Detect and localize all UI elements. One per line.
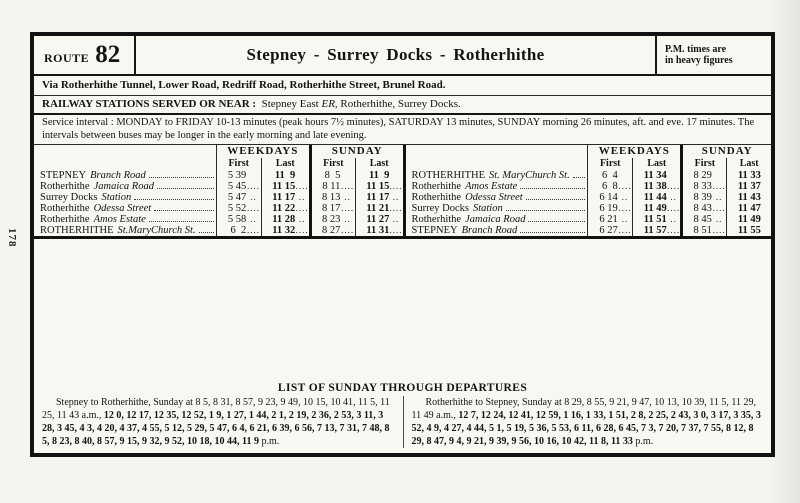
continuation-dots: .. bbox=[621, 214, 629, 224]
departures-rotherhithe-to-stepney bbox=[403, 396, 772, 448]
table-row bbox=[34, 203, 403, 214]
weekday-last-time: 11 49 bbox=[633, 203, 667, 214]
station-cell bbox=[34, 203, 216, 214]
dotted-leader bbox=[526, 199, 585, 200]
sunday-first-time: 8 39 bbox=[682, 192, 712, 203]
station-place: Rotherhithe bbox=[40, 214, 90, 225]
station-place: Rotherhithe bbox=[411, 192, 462, 203]
railway-label: RAILWAY STATIONS SERVED OR NEAR : bbox=[42, 98, 257, 110]
continuation-dots: .... bbox=[341, 225, 355, 235]
pm-note bbox=[655, 36, 771, 74]
pm-note-line2: in heavy figures bbox=[665, 55, 733, 66]
station-place: Rotherhithe bbox=[411, 214, 462, 225]
page-title: Stepney - Surrey Docks - Rotherhithe bbox=[246, 45, 545, 64]
sunday-first-time: 8 27 bbox=[310, 225, 340, 236]
continuation-dots: .. bbox=[344, 192, 351, 202]
station-cell bbox=[406, 170, 588, 181]
dotted-leader bbox=[149, 221, 214, 222]
station-street: Odessa Street bbox=[465, 192, 523, 203]
table-row bbox=[406, 225, 772, 236]
dotted-leader bbox=[573, 177, 586, 178]
timetable-return bbox=[403, 145, 772, 236]
station-cell bbox=[34, 170, 216, 181]
continuation-dots bbox=[340, 170, 355, 181]
sunday-first-time: 8 17 bbox=[310, 203, 340, 214]
via-line: Via Rotherhithe Tunnel, Lower Road, Redriff Road, Rotherhithe Street, Brunel Road. bbox=[34, 76, 771, 96]
table-row bbox=[406, 181, 772, 192]
weekday-first-time: 6 21 bbox=[588, 214, 618, 225]
weekday-first-time: 5 52 bbox=[216, 203, 246, 214]
sunday-first-time: 8 29 bbox=[682, 170, 712, 181]
sunday-departures-columns bbox=[34, 396, 771, 448]
departures-pm-label: p.m. bbox=[261, 436, 280, 447]
station-cell bbox=[406, 181, 588, 192]
continuation-dots: .. bbox=[670, 214, 677, 224]
station-place: ROTHERHITHE bbox=[411, 170, 485, 181]
table-row bbox=[34, 225, 403, 236]
weekday-first-time: 6 14 bbox=[588, 192, 618, 203]
station-street: Odessa Street bbox=[93, 203, 152, 214]
departures-stepney-to-rotherhithe bbox=[34, 396, 403, 448]
station-cell bbox=[406, 214, 588, 225]
station-cell bbox=[34, 181, 216, 192]
route-label: ROUTE bbox=[44, 51, 90, 65]
station-street: Amos Estate bbox=[93, 214, 146, 225]
departures-pm-times: 12 7, 12 24, 12 41, 12 59, 1 16, 1 33, 1 51, 2 8, 2 25, 2 43, 3 0, 3 17, 3 35, 3 52, 4 9, 4 27, 4 44, 5 1, 5 19, 5 36, 5 53, 6 11, 6 28, 6 45, 7 3, 7 20, 7 37, 7 55, 8 12, 8 29, 8 47, 9 4, 9 21, 9 39, 9 56, 10 16, 10 42, 11 8, 11 33 bbox=[411, 410, 761, 447]
continuation-dots: .... bbox=[389, 181, 403, 191]
dotted-leader bbox=[520, 188, 585, 189]
weekday-last-time: 11 22 bbox=[261, 203, 295, 214]
station-cell bbox=[34, 214, 216, 225]
station-place: Surrey Docks bbox=[411, 203, 469, 214]
station-street: Amos Estate bbox=[465, 181, 518, 192]
table-row bbox=[34, 170, 403, 181]
spacer-cell bbox=[34, 145, 216, 158]
continuation-dots: .... bbox=[295, 181, 309, 191]
sunday-header: SUNDAY bbox=[310, 145, 402, 158]
station-place: Surrey Docks bbox=[40, 192, 98, 203]
weekday-first-time: 5 45 bbox=[216, 181, 246, 192]
sunday-first-time: 8 33 bbox=[682, 181, 712, 192]
dotted-leader bbox=[199, 232, 214, 233]
table-row bbox=[34, 214, 403, 225]
station-place: Rotherhithe bbox=[40, 203, 90, 214]
timetable-outbound bbox=[34, 145, 403, 236]
weekday-first-time: 6 8 bbox=[588, 181, 618, 192]
continuation-dots bbox=[761, 214, 771, 225]
station-street: Station bbox=[472, 203, 503, 214]
continuation-dots: .... bbox=[246, 225, 260, 235]
sunday-last-time: 11 55 bbox=[727, 225, 761, 236]
station-place: STEPNEY bbox=[40, 170, 87, 181]
first-header: First bbox=[588, 158, 633, 170]
continuation-dots bbox=[761, 170, 771, 181]
station-street: Jamaica Road bbox=[465, 214, 526, 225]
weekday-last-time: 11 28 bbox=[261, 214, 295, 225]
continuation-dots bbox=[295, 170, 310, 181]
continuation-dots bbox=[761, 225, 771, 236]
station-street: Station bbox=[101, 192, 132, 203]
last-header: Last bbox=[633, 158, 682, 170]
departures-pm-label: p.m. bbox=[635, 436, 654, 447]
continuation-dots: .. bbox=[392, 192, 400, 202]
spacer-cell bbox=[34, 158, 216, 170]
sunday-last-time: 11 43 bbox=[727, 192, 761, 203]
sunday-first-time: 8 23 bbox=[310, 214, 340, 225]
continuation-dots: .... bbox=[667, 203, 681, 213]
continuation-dots: .... bbox=[341, 203, 355, 213]
station-cell bbox=[34, 225, 216, 236]
route-cell bbox=[34, 36, 136, 74]
continuation-dots: .... bbox=[246, 181, 260, 191]
sunday-last-time: 11 47 bbox=[727, 203, 761, 214]
station-cell bbox=[34, 192, 216, 203]
table-row bbox=[406, 214, 772, 225]
continuation-dots: .... bbox=[712, 203, 726, 213]
weekday-first-time: 6 4 bbox=[588, 170, 618, 181]
last-header: Last bbox=[261, 158, 310, 170]
dotted-leader bbox=[157, 188, 214, 189]
sunday-header: SUNDAY bbox=[682, 145, 771, 158]
sunday-departures-section bbox=[34, 382, 771, 453]
title-cell bbox=[136, 36, 655, 74]
continuation-dots: .... bbox=[667, 181, 681, 191]
weekday-last-time: 11 32 bbox=[261, 225, 295, 236]
weekday-last-time: 11 15 bbox=[261, 181, 295, 192]
departures-intro: Stepney to Rotherhithe, Sunday at bbox=[56, 397, 196, 408]
sunday-departures-title: LIST OF SUNDAY THROUGH DEPARTURES bbox=[277, 382, 528, 394]
continuation-dots: .. bbox=[670, 192, 677, 202]
continuation-dots: .... bbox=[389, 225, 403, 235]
route-header bbox=[34, 36, 771, 76]
continuation-dots bbox=[246, 170, 261, 181]
weekday-first-time: 6 2 bbox=[216, 225, 246, 236]
dotted-leader bbox=[520, 232, 585, 233]
station-cell bbox=[406, 192, 588, 203]
continuation-dots: .... bbox=[618, 225, 632, 235]
dotted-leader bbox=[154, 210, 213, 211]
sunday-last-time: 11 33 bbox=[727, 170, 761, 181]
weekday-last-time: 11 17 bbox=[261, 192, 295, 203]
continuation-dots: .... bbox=[389, 203, 403, 213]
dotted-leader bbox=[506, 210, 585, 211]
table-row bbox=[406, 203, 772, 214]
pm-note-line1: P.M. times are bbox=[665, 44, 727, 55]
station-street: St.MaryChurch St. bbox=[117, 225, 196, 236]
weekday-last-time: 11 9 bbox=[261, 170, 295, 181]
sunday-first-time: 8 13 bbox=[310, 192, 340, 203]
sunday-last-time: 11 15 bbox=[355, 181, 389, 192]
weekday-last-time: 11 51 bbox=[633, 214, 667, 225]
continuation-dots: .. bbox=[298, 192, 306, 202]
first-header: First bbox=[310, 158, 355, 170]
station-cell bbox=[406, 203, 588, 214]
continuation-dots: .. bbox=[715, 192, 723, 202]
continuation-dots: .... bbox=[618, 203, 632, 213]
weekday-last-time: 11 34 bbox=[633, 170, 667, 181]
continuation-dots: .. bbox=[250, 214, 257, 224]
weekday-first-time: 6 27 bbox=[588, 225, 618, 236]
continuation-dots bbox=[761, 203, 771, 214]
spacer-cell bbox=[406, 158, 588, 170]
railway-stations: Stepney East bbox=[261, 98, 319, 110]
station-place: ROTHERHITHE bbox=[40, 225, 114, 236]
continuation-dots: .. bbox=[250, 192, 257, 202]
weekdays-header: WEEKDAYS bbox=[588, 145, 682, 158]
sunday-last-time: 11 9 bbox=[355, 170, 389, 181]
last-header: Last bbox=[727, 158, 771, 170]
weekday-first-time: 5 58 bbox=[216, 214, 246, 225]
continuation-dots: .. bbox=[298, 214, 306, 224]
railway-stations-rest: , Rotherhithe, Surrey Docks. bbox=[334, 98, 461, 110]
continuation-dots bbox=[761, 181, 771, 192]
weekday-first-time: 5 47 bbox=[216, 192, 246, 203]
railway-region-code-italic: ER bbox=[321, 98, 335, 110]
table-row bbox=[406, 170, 772, 181]
continuation-dots bbox=[389, 170, 402, 181]
last-header: Last bbox=[355, 158, 402, 170]
sunday-last-time: 11 17 bbox=[355, 192, 389, 203]
station-place: Rotherhithe bbox=[411, 181, 462, 192]
spacer-cell bbox=[406, 145, 588, 158]
continuation-dots: .... bbox=[246, 203, 260, 213]
continuation-dots: .... bbox=[295, 225, 309, 235]
sunday-last-time: 11 49 bbox=[727, 214, 761, 225]
table-row bbox=[406, 192, 772, 203]
dotted-leader bbox=[134, 199, 213, 200]
sunday-last-time: 11 21 bbox=[355, 203, 389, 214]
departures-intro: Rotherhithe to Stepney, Sunday at bbox=[425, 397, 565, 408]
table-row bbox=[34, 181, 403, 192]
continuation-dots: .... bbox=[341, 181, 355, 191]
service-interval-note: Service interval : MONDAY to FRIDAY 10-13 minutes (peak hours 7½ minutes), SATURDAY 13 minutes, SUNDAY morning 26 minutes, aft. and eve. 17 minutes. The intervals between buses may be longer in the early morning and late evening. bbox=[34, 115, 771, 145]
departures-am-times: 8 29, 8 55, 9 21, 9 47, 10 13, 10 39, 11 5, 11 29, 11 49 a.m., bbox=[411, 397, 757, 421]
sunday-first-time: 8 45 bbox=[682, 214, 712, 225]
weekday-first-time: 5 39 bbox=[216, 170, 246, 181]
continuation-dots: .. bbox=[621, 192, 629, 202]
station-cell bbox=[406, 225, 588, 236]
continuation-dots: .... bbox=[618, 181, 632, 191]
route-number: 82 bbox=[95, 41, 121, 68]
weekday-last-time: 11 38 bbox=[633, 181, 667, 192]
sunday-first-time: 8 5 bbox=[310, 170, 340, 181]
continuation-dots bbox=[667, 170, 682, 181]
timetable-frame bbox=[30, 32, 775, 457]
departures-pm-times: 12 0, 12 17, 12 35, 12 52, 1 9, 1 27, 1 44, 2 1, 2 19, 2 36, 2 53, 3 11, 3 28, 3 45, 4 3, 4 20, 4 37, 4 55, 5 12, 5 29, 5 47, 6 4, 6 21, 6 39, 6 56, 7 13, 7 31, 7 48, 8 5, 8 23, 8 40, 8 57, 9 15, 9 32, 9 52, 10 18, 10 44, 11 9 bbox=[42, 410, 390, 447]
table-row bbox=[34, 192, 403, 203]
first-header: First bbox=[216, 158, 261, 170]
continuation-dots: .... bbox=[712, 181, 726, 191]
station-street: Branch Road bbox=[461, 225, 518, 236]
station-street: Jamaica Road bbox=[93, 181, 154, 192]
continuation-dots bbox=[618, 170, 633, 181]
weekday-first-time: 6 19 bbox=[588, 203, 618, 214]
station-place: Rotherhithe bbox=[40, 181, 90, 192]
first-header: First bbox=[682, 158, 727, 170]
sunday-last-time: 11 27 bbox=[355, 214, 389, 225]
page-number: 178 bbox=[6, 228, 18, 248]
sunday-last-time: 11 37 bbox=[727, 181, 761, 192]
continuation-dots: .... bbox=[295, 203, 309, 213]
weekdays-header: WEEKDAYS bbox=[216, 145, 310, 158]
dotted-leader bbox=[149, 177, 214, 178]
sunday-last-time: 11 31 bbox=[355, 225, 389, 236]
weekday-last-time: 11 57 bbox=[633, 225, 667, 236]
station-place: STEPNEY bbox=[411, 225, 458, 236]
continuation-dots: .... bbox=[712, 225, 726, 235]
sunday-first-time: 8 43 bbox=[682, 203, 712, 214]
railway-stations-line bbox=[34, 96, 771, 115]
station-street: Branch Road bbox=[90, 170, 146, 181]
departures-am-times: 8 5, 8 31, 8 57, 9 23, 9 49, 10 15, 10 41, 11 5, 11 25, 11 43 a.m., bbox=[42, 397, 390, 421]
continuation-dots: .... bbox=[667, 225, 681, 235]
continuation-dots: .. bbox=[392, 214, 400, 224]
dotted-leader bbox=[528, 221, 585, 222]
continuation-dots bbox=[761, 192, 771, 203]
sunday-first-time: 8 11 bbox=[310, 181, 340, 192]
weekday-last-time: 11 44 bbox=[633, 192, 667, 203]
station-street: St. MaryChurch St. bbox=[489, 170, 570, 181]
continuation-dots bbox=[712, 170, 727, 181]
blank-area bbox=[34, 239, 771, 382]
continuation-dots: .. bbox=[715, 214, 723, 224]
continuation-dots: .. bbox=[344, 214, 351, 224]
sunday-first-time: 8 51 bbox=[682, 225, 712, 236]
timetables bbox=[34, 145, 771, 239]
